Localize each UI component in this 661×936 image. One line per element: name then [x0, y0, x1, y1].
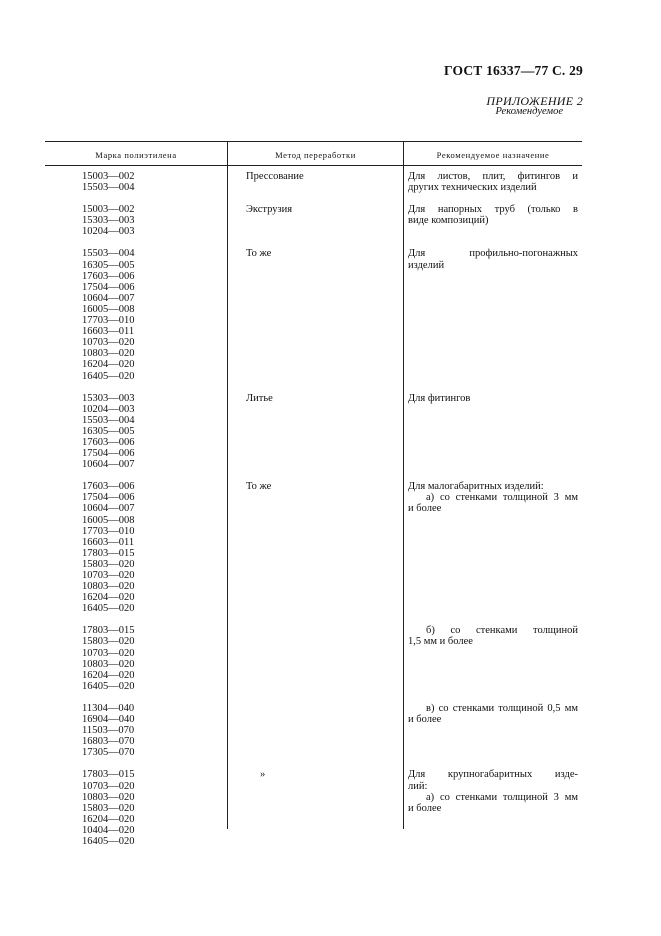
column-header-purpose: Рекомендуемое назначение	[436, 150, 550, 160]
grade-value: 10204—003	[82, 226, 135, 238]
grade-value: 16204—020	[82, 359, 135, 371]
grade-value: 17803—015	[82, 547, 135, 559]
grade-value: 10204—003	[82, 403, 135, 415]
purpose-line: изделий	[408, 259, 445, 271]
grade-list	[0, 204, 246, 237]
grade-value: 17504—006	[82, 492, 135, 504]
purpose-cell	[408, 171, 578, 193]
table-row	[0, 248, 661, 381]
grade-value: 16005—008	[82, 514, 135, 526]
grade-value: 10703—020	[82, 570, 135, 581]
grade-value: 17504—006	[82, 281, 135, 293]
grade-value: 10404—020	[82, 824, 135, 836]
purpose-line: лий:	[408, 780, 428, 792]
grade-list	[0, 625, 246, 692]
grade-value: 16405—020	[82, 835, 135, 847]
method-cell: То же	[246, 481, 272, 493]
purpose-line: 1,5 мм и более	[408, 636, 473, 648]
purpose-line: виде композиций)	[408, 215, 489, 227]
grade-value: 15803—020	[82, 636, 135, 648]
grade-value: 17603—006	[82, 481, 135, 493]
table-row	[0, 171, 661, 193]
grade-value: 15503—004	[82, 248, 135, 260]
grade-value: 15303—003	[82, 215, 135, 227]
grade-list	[0, 248, 246, 381]
purpose-cell	[408, 248, 578, 270]
appendix-label: ПРИЛОЖЕНИЕ 2	[486, 94, 583, 108]
grade-value: 17504—006	[82, 448, 135, 460]
grade-value: 17803—015	[82, 625, 135, 637]
purpose-line: в) со стенками толщиной 0,5 мм	[426, 702, 578, 714]
grade-value: 15803—020	[82, 558, 135, 570]
grade-value: 16005—008	[82, 303, 135, 315]
grade-value: 16305—005	[82, 425, 135, 437]
grade-value: 11304—040	[82, 702, 135, 714]
table-row	[0, 625, 661, 692]
purpose-line: Для напорных труб (только в	[408, 204, 578, 216]
grade-value: 16803—070	[82, 736, 135, 748]
method-cell: »	[260, 769, 266, 781]
grade-value: 16204—020	[82, 592, 135, 604]
grade-value: 16603—011	[82, 536, 135, 548]
method-cell: Экструзия	[246, 204, 293, 216]
grade-value: 17803—015	[82, 769, 135, 781]
purpose-line: а) со стенками толщиной 3 мм	[426, 492, 578, 504]
grade-value: 16405—020	[82, 603, 135, 615]
table-row	[0, 481, 661, 614]
grade-list	[0, 703, 246, 758]
purpose-line: и более	[408, 802, 442, 814]
column-header-grade: Марка полиэтилена	[95, 150, 177, 160]
grade-value: 10604—007	[82, 503, 135, 515]
grade-value: 15503—004	[82, 414, 135, 426]
table-header-rule	[45, 165, 582, 166]
table-row	[0, 703, 661, 758]
purpose-line: Для профильно-погонажных	[408, 248, 578, 260]
grade-value: 15003—002	[82, 204, 135, 216]
column-header-method: Метод переработки	[275, 150, 356, 160]
grade-list	[0, 393, 246, 471]
grade-value: 17703—010	[82, 315, 135, 327]
purpose-line: Для крупногабаритных изде-	[408, 769, 578, 781]
grade-value: 10703—020	[82, 647, 135, 659]
table-top-rule	[45, 141, 582, 142]
grade-value: 15303—003	[82, 392, 135, 404]
grade-value: 16405—020	[82, 370, 135, 382]
grade-value: 11503—070	[82, 725, 135, 737]
purpose-line: б) со стенками толщиной	[426, 625, 578, 637]
grade-value: 15003—002	[82, 171, 135, 182]
purpose-line: Для листов, плит, фитингов и	[408, 171, 578, 182]
grade-value: 15503—004	[82, 182, 135, 194]
method-cell: Прессование	[246, 171, 304, 182]
grade-value: 10604—007	[82, 459, 135, 471]
grade-list	[0, 481, 246, 614]
purpose-line: и более	[408, 503, 442, 515]
grade-value: 16204—020	[82, 813, 135, 825]
grade-value: 10803—020	[82, 348, 135, 360]
purpose-cell	[408, 703, 578, 725]
purpose-cell	[408, 393, 578, 404]
purpose-line: Для фитингов	[408, 392, 471, 404]
grade-value: 16405—020	[82, 680, 135, 692]
table-body	[0, 171, 661, 858]
table-row	[0, 204, 661, 237]
table-row	[0, 393, 661, 471]
purpose-cell	[408, 769, 578, 813]
purpose-line: других технических изделий	[408, 182, 537, 194]
method-cell: То же	[246, 248, 272, 260]
recommended-label: Рекомендуемое	[495, 106, 563, 117]
grade-value: 10703—020	[82, 337, 135, 349]
grade-value: 16904—040	[82, 714, 135, 726]
grade-list	[0, 171, 246, 193]
grade-value: 16305—005	[82, 259, 135, 271]
purpose-line: а) со стенками толщиной 3 мм	[426, 791, 578, 803]
table-row	[0, 769, 661, 847]
grade-value: 16204—020	[82, 669, 135, 681]
grade-value: 10803—020	[82, 581, 135, 593]
purpose-cell	[408, 204, 578, 226]
grade-value: 10703—020	[82, 780, 135, 792]
grade-value: 17703—010	[82, 525, 135, 537]
grade-value: 10604—007	[82, 292, 135, 304]
grade-value: 10803—020	[82, 658, 135, 670]
grade-value: 17305—070	[82, 747, 135, 759]
grade-value: 17603—006	[82, 270, 135, 282]
purpose-line: Для малогабаритных изделий:	[408, 481, 544, 493]
purpose-cell	[408, 481, 578, 514]
purpose-cell	[408, 625, 578, 647]
grade-value: 17603—006	[82, 436, 135, 448]
grade-value: 16603—011	[82, 326, 135, 338]
method-cell: Литье	[246, 392, 273, 404]
grade-value: 15803—020	[82, 802, 135, 814]
page-header-title: ГОСТ 16337—77 С. 29	[444, 63, 583, 78]
grade-list	[0, 769, 246, 847]
grade-value: 10803—020	[82, 791, 135, 803]
purpose-line: и более	[408, 714, 442, 726]
